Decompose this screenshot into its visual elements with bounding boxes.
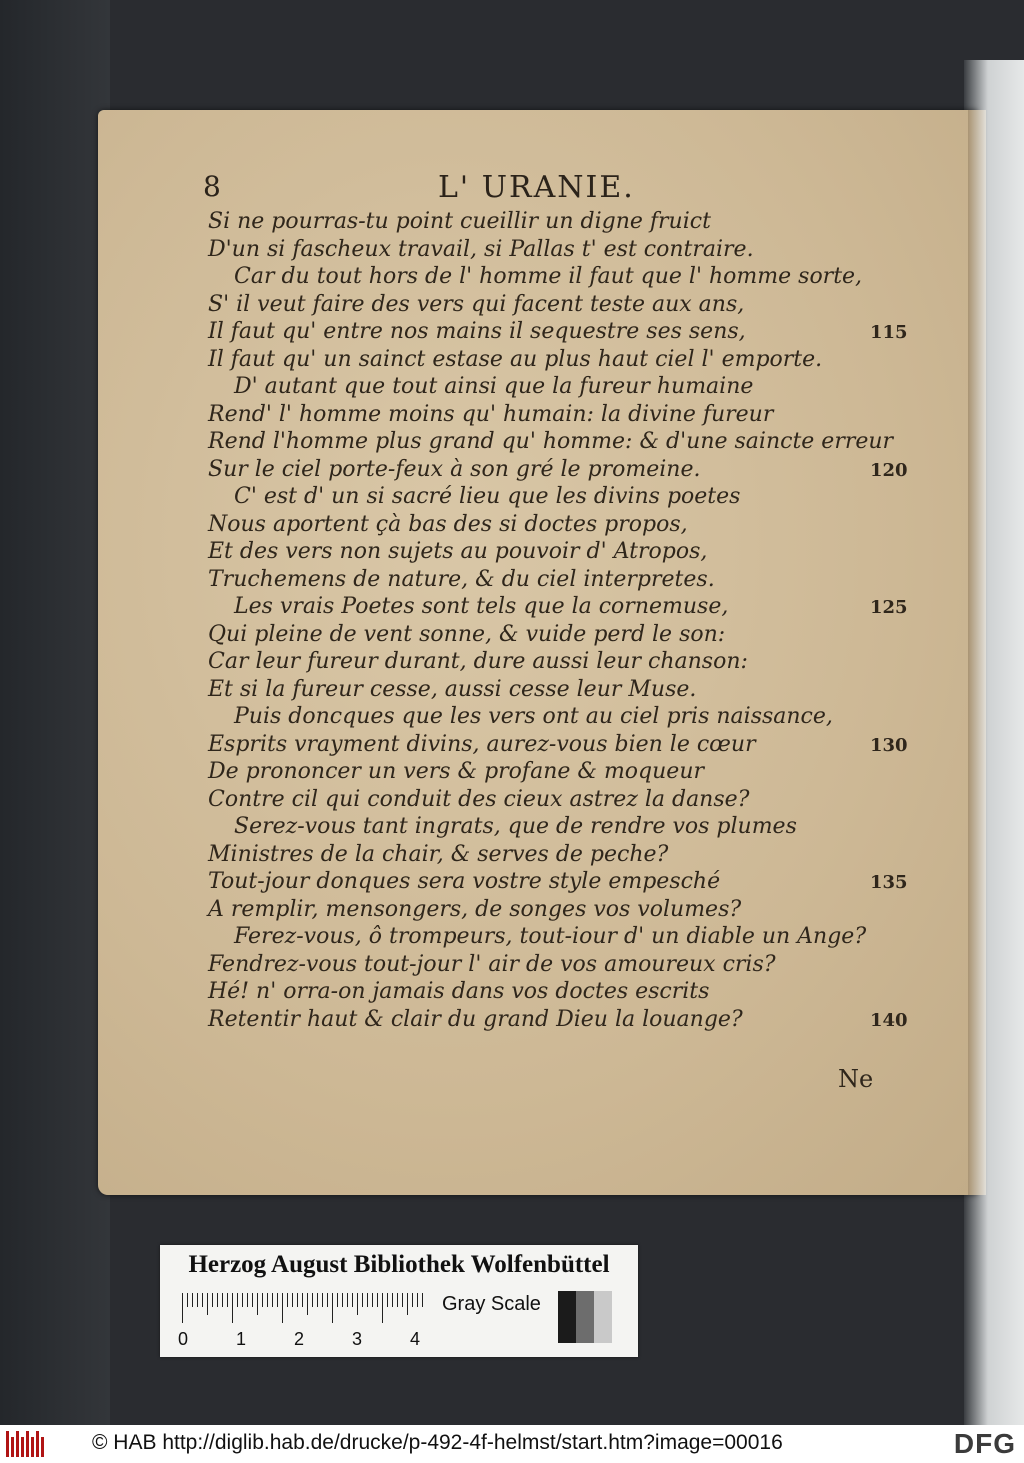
poem-line: Tout-jour donques sera vostre style empesché [208,869,721,894]
poem-line: Ministres de la chair, & serves de peche? [208,841,669,867]
verse-line-number: 135 [870,872,908,893]
ruler-tick [202,1293,203,1307]
footer-credit-link[interactable]: © HAB http://diglib.hab.de/drucke/p-492-4f-helmst/start.htm?image=00016 [92,1431,783,1454]
ruler-tick [272,1293,273,1307]
poem-line: D' autant que tout ainsi que la fureur humaine [234,374,754,399]
poem-line: Il faut qu' un sainct estase au plus haut ciel l' emporte. [208,346,823,372]
verse-line-number: 140 [870,1009,908,1031]
ruler-tick [402,1293,403,1307]
poem-line: Hé! n' orra-on jamais dans vos doctes escrits [208,979,710,1004]
logo-bar [36,1431,39,1457]
poem-line: Car du tout hors de l' homme il faut que l' homme sorte, [234,264,863,289]
gray-swatch [558,1291,576,1343]
ruler-tick [392,1293,393,1307]
poem-line: A remplir, mensongers, de songes vos volumes? [208,896,742,922]
ruler-tick [367,1293,368,1307]
poem-line: Nous aportent çà bas des si doctes propos, [208,511,688,537]
ruler-tick [257,1293,258,1315]
gray-swatch [594,1291,612,1343]
poem-line: S' il veut faire des vers qui facent teste aux ans, [208,291,745,317]
ruler-tick [337,1293,338,1307]
ruler-tick [292,1293,293,1307]
logo-bar [6,1431,9,1457]
ruler-tick [312,1293,313,1307]
ruler-tick [192,1293,193,1307]
page-number: 8 [203,170,221,203]
scan-background-left [0,0,110,1425]
ruler-tick [222,1293,223,1307]
ruler-tick [362,1293,363,1307]
ruler-tick [237,1293,238,1307]
ruler-tick [252,1293,253,1307]
ruler-tick [307,1293,308,1315]
ruler-tick [197,1293,198,1307]
ruler-tick [232,1293,233,1323]
poem-line: Sur le ciel porte-feux à son gré le promeine. [208,456,701,482]
library-name: Herzog August Bibliothek Wolfenbüttel [188,1251,610,1278]
ruler-number: 4 [410,1329,421,1349]
ruler-number: 1 [236,1329,247,1349]
ruler-tick [322,1293,323,1307]
library-color-card [160,1245,638,1357]
verse-line-number: 130 [870,734,908,756]
ruler-tick [227,1293,228,1307]
ruler-tick [262,1293,263,1307]
ruler-tick [302,1293,303,1307]
poem-line: Les vrais Poetes sont tels que la cornemuse, [234,594,729,619]
logo-bar [41,1437,44,1457]
poem-line: C' est d' un si sacré lieu que les divins poetes [234,484,741,509]
logo-bar [31,1437,34,1457]
ruler-tick [382,1293,383,1323]
ruler-tick [417,1293,418,1307]
ruler-tick [407,1293,408,1315]
logo-bar [26,1431,29,1457]
book-gutter [968,110,986,1195]
catchword: Ne [838,1065,874,1093]
running-title: L' URANIE. [438,170,635,205]
ruler-tick [277,1293,278,1307]
book-page [98,110,978,1195]
ruler-tick [352,1293,353,1307]
ruler-tick [397,1293,398,1307]
verse-line-number: 115 [870,322,908,343]
ruler-tick [217,1293,218,1307]
ruler-tick [412,1293,413,1307]
viewer-footer [0,1425,1024,1463]
hab-logo-icon [6,1431,48,1457]
ruler-tick [327,1293,328,1307]
ruler-tick [372,1293,373,1307]
poem-line: Rend l'homme plus grand qu' homme: & d'une saincte erreur [208,429,894,454]
poem-line: Et si la fureur cesse, aussi cesse leur Muse. [208,676,697,702]
ruler-tick [387,1293,388,1307]
ruler-tick [247,1293,248,1307]
gray-scale-label: Gray Scale [442,1293,541,1315]
ruler-tick [287,1293,288,1307]
ruler-tick [242,1293,243,1307]
poem-line: D'un si fascheux travail, si Pallas t' est contraire. [208,236,754,262]
verse-line-number: 125 [870,597,908,618]
poem-line: Esprits vrayment divins, aurez-vous bien le cœur [208,731,756,757]
poem-line: Truchemens de nature, & du ciel interpretes. [208,566,715,592]
logo-bar [11,1437,14,1457]
logo-bar [16,1431,19,1457]
poem-line: Ferez-vous, ô trompeurs, tout-iour d' un diable un Ange? [234,924,867,949]
ruler-tick [182,1293,183,1323]
scale-ruler [182,1293,422,1329]
poem-line: Fendrez-vous tout-jour l' air de vos amoureux cris? [208,951,776,977]
ruler-tick [282,1293,283,1323]
verse-line-number: 120 [870,459,908,481]
ruler-tick [207,1293,208,1315]
ruler-tick [297,1293,298,1307]
ruler-number: 2 [294,1329,305,1349]
poem-line: Retentir haut & clair du grand Dieu la louange? [208,1006,743,1032]
ruler-tick [357,1293,358,1315]
ruler-tick [422,1293,423,1307]
gray-scale-swatches [558,1291,612,1343]
ruler-tick [347,1293,348,1307]
poem-line: Puis doncques que les vers ont au ciel pris naissance, [234,704,833,729]
ruler-labels [178,1329,442,1351]
poem-line: Contre cil qui conduit des cieux astrez la danse? [208,786,750,812]
poem-line: Car leur fureur durant, dure aussi leur chanson: [208,649,748,674]
ruler-tick [267,1293,268,1307]
poem-line: Il faut qu' entre nos mains il sequestre ses sens, [208,319,746,344]
poem-line: Si ne pourras-tu point cueillir un digne fruict [208,209,711,234]
ruler-tick [377,1293,378,1307]
ruler-tick [317,1293,318,1307]
poem-line: De prononcer un vers & profane & moqueur [208,759,705,784]
poem-line: Serez-vous tant ingrats, que de rendre vos plumes [234,814,797,839]
dfg-logo: DFG [953,1428,1016,1459]
logo-bar [21,1437,24,1457]
poem-line: Qui pleine de vent sonne, & vuide perd le son: [208,621,726,647]
ruler-number: 0 [178,1329,189,1349]
ruler-tick [212,1293,213,1307]
ruler-number: 3 [352,1329,363,1349]
poem-line: Et des vers non sujets au pouvoir d' Atropos, [208,539,708,564]
ruler-tick [332,1293,333,1323]
poem-line: Rend' l' homme moins qu' humain: la divine fureur [208,401,774,427]
ruler-tick [342,1293,343,1307]
gray-swatch [576,1291,594,1343]
ruler-tick [187,1293,188,1307]
